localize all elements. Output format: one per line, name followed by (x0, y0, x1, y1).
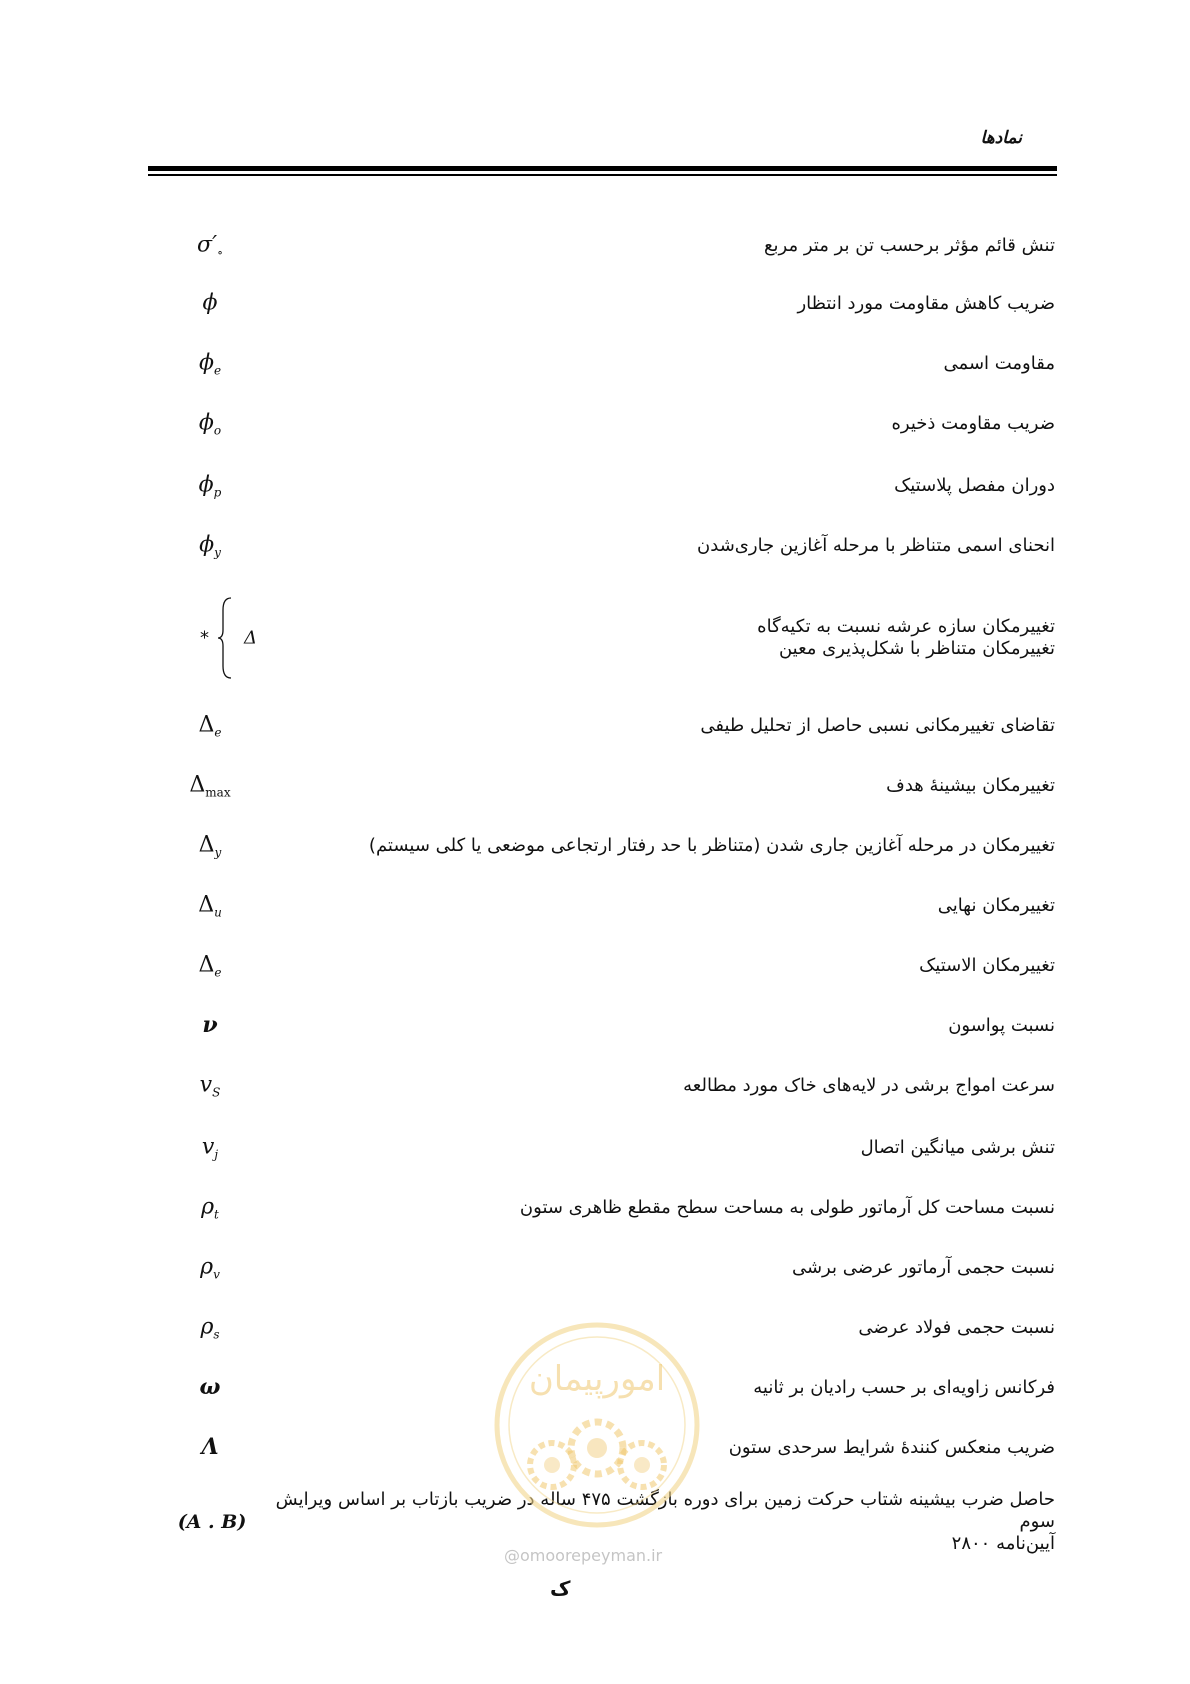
symbol-base: Δ (198, 712, 215, 738)
symbol-description: سرعت امواج برشی در لایه‌های خاک مورد مطالعه (683, 1075, 1055, 1096)
symbol-description: ضریب کاهش مقاومت مورد انتظار (797, 293, 1055, 314)
symbol-subscript: v (213, 1267, 220, 1282)
asterisk-mark: * (200, 627, 209, 649)
symbol (170, 952, 250, 979)
symbol-base: ρ (200, 1254, 214, 1280)
page-number: ک (550, 1576, 571, 1600)
symbol-base: Δ (198, 832, 215, 858)
symbol-row (150, 344, 1055, 384)
symbol-description: تغییرمکان الاستیک (919, 955, 1055, 976)
symbol-description: انحنای اسمی متناظر با مرحله آغازین جاری‌شدن (697, 535, 1055, 556)
symbol-base: v (199, 1072, 213, 1098)
symbol-subscript: t (214, 1207, 219, 1222)
header-rule-thick (148, 166, 1057, 171)
symbol-base: ρ (200, 1314, 214, 1340)
symbol-row (150, 766, 1055, 806)
symbol-row (150, 706, 1055, 746)
symbol-row (150, 1006, 1055, 1046)
symbol-description: مقاومت اسمی (943, 353, 1055, 374)
symbol-subscript: ∘ (217, 245, 223, 260)
symbol-base: Δ (198, 892, 215, 918)
symbol-row (150, 226, 1055, 266)
symbol-description: ضریب مقاومت ذخیره (891, 413, 1055, 434)
symbol (170, 1134, 250, 1161)
symbol (170, 410, 250, 437)
page-section-title: نمادها (980, 128, 1022, 148)
symbol-row (150, 466, 1055, 506)
symbol-row (150, 826, 1055, 866)
symbol-base: ϕ (198, 472, 214, 498)
symbol-base: ω (199, 1373, 221, 1400)
symbol (170, 892, 250, 919)
symbol-base: ϕ (198, 350, 214, 376)
symbol (170, 712, 250, 739)
symbol (170, 1314, 250, 1341)
symbol-subscript: u (214, 905, 222, 920)
symbol-base: Δ (189, 772, 206, 798)
symbol-row (150, 1248, 1055, 1288)
symbol-base: σ′ (197, 232, 218, 258)
symbol-row (150, 886, 1055, 926)
watermark-logo-text: امورپیمان (528, 1359, 666, 1399)
symbol-base: ρ (201, 1194, 215, 1220)
symbol-base: Δ (198, 952, 215, 978)
symbol-subscript: s (213, 1327, 220, 1342)
symbol-description: ضریب منعکس کنندهٔ شرایط سرحدی ستون (728, 1437, 1055, 1458)
symbol (170, 1434, 250, 1462)
symbol-base: ϕ (199, 532, 215, 558)
symbol (170, 1254, 250, 1281)
symbol-base: ν (202, 1011, 218, 1038)
header-rule-thin (148, 174, 1057, 176)
symbol-row (150, 404, 1055, 444)
description-line-1: تغییرمکان سازه عرشه نسبت به تکیه‌گاه (757, 616, 1055, 637)
symbol-description: فرکانس زاویه‌ای بر حسب رادیان بر ثانیه (753, 1377, 1055, 1398)
symbol-subscript: max (205, 785, 231, 800)
curly-brace-icon (216, 596, 234, 680)
symbol (170, 1072, 250, 1099)
symbol-description: تقاضای تغییرمکانی نسبی حاصل از تحلیل طیفی (700, 715, 1055, 736)
symbol (170, 532, 250, 559)
symbol-base: v (201, 1134, 215, 1160)
symbol (170, 772, 250, 799)
symbol (170, 1012, 250, 1040)
symbol-subscript: j (214, 1147, 219, 1162)
symbol-description: نسبت حجمی فولاد عرضی (858, 1317, 1055, 1338)
symbol-row (150, 284, 1055, 324)
symbol-description (757, 616, 1055, 660)
symbol-description: تغییرمکان نهایی (937, 895, 1055, 916)
symbol-description: دوران مفصل پلاستیک (894, 475, 1055, 496)
symbol-base: Λ (201, 1433, 219, 1460)
symbol (170, 1374, 250, 1402)
symbol-subscript: y (214, 545, 221, 560)
description-line-1: حاصل ضرب بیشینه شتاب حرکت زمین برای دوره بازگشت ۴۷۵ ساله در ضریب بازتاب بر اساس ویرایش سوم (275, 1489, 1055, 1532)
symbol-description: تنش قائم مؤثر برحسب تن بر متر مربع (763, 235, 1055, 256)
symbol-row (150, 526, 1055, 566)
symbol-subscript: e (214, 725, 222, 740)
symbol-description: تغییرمکان بیشینهٔ هدف (886, 775, 1055, 796)
symbol-row (150, 946, 1055, 986)
description-line-2: تغییرمکان متناظر با شکل‌پذیری معین (778, 638, 1055, 659)
symbol-row-grouped (150, 596, 1055, 680)
symbol-row (150, 1128, 1055, 1168)
symbol (170, 350, 250, 377)
symbol-row (150, 1066, 1055, 1106)
symbol (170, 1194, 250, 1221)
symbol-description: نسبت مساحت کل آرماتور طولی به مساحت سطح مقطع ظاهری ستون (519, 1197, 1055, 1218)
brace-group (170, 596, 280, 680)
symbol-subscript: o (213, 423, 222, 438)
symbol-subscript: p (213, 485, 222, 500)
symbol-subscript: e (214, 965, 222, 980)
symbol-base: ϕ (198, 410, 214, 436)
symbol-description: نسبت پواسون (948, 1015, 1055, 1036)
watermark-logo (492, 1320, 702, 1530)
symbol-description: تنش برشی میانگین اتصال (860, 1137, 1055, 1158)
symbol (170, 832, 250, 859)
symbol-base: ϕ (202, 290, 218, 316)
watermark-url: @omoorepeyman.ir (504, 1546, 663, 1565)
symbol: Δ (244, 627, 257, 649)
symbol (170, 472, 250, 499)
symbol: (A . B) (177, 1511, 247, 1533)
symbol-subscript: y (214, 845, 222, 860)
symbol-row (150, 1188, 1055, 1228)
description-line-2: آیین‌نامه ۲۸۰۰ (951, 1533, 1055, 1554)
symbol-subscript: S (212, 1085, 221, 1100)
symbol (170, 232, 250, 259)
symbol-description: نسبت حجمی آرماتور عرضی برشی (791, 1257, 1055, 1278)
symbol (170, 290, 250, 317)
symbol-subscript: e (213, 363, 222, 378)
symbol-description: تغییرمکان در مرحله آغازین جاری شدن (متناظر با حد رفتار ارتجاعی موضعی یا کلی سیستم) (368, 835, 1055, 856)
